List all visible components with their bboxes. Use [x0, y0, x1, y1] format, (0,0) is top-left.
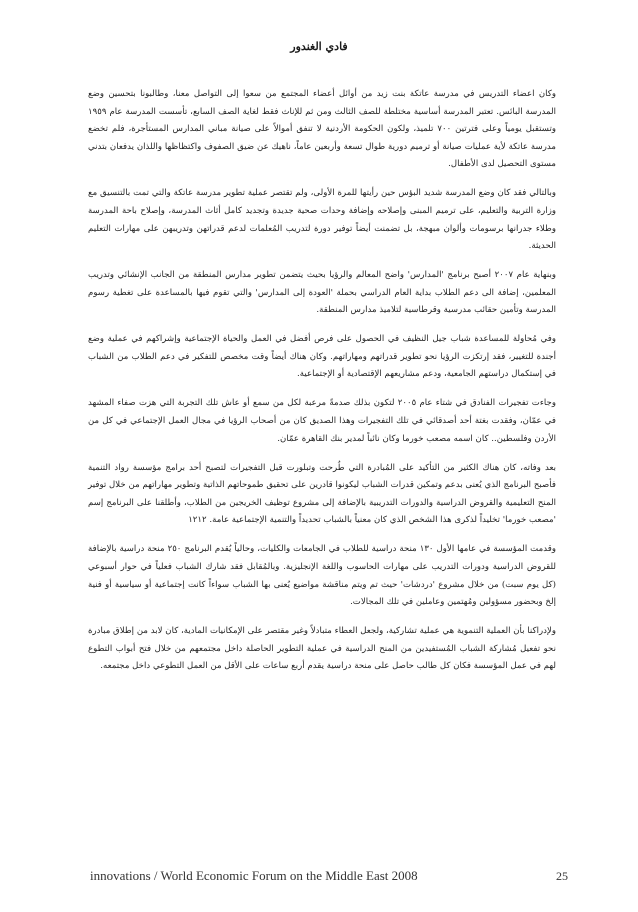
page-title: فادي الغندور	[290, 40, 348, 53]
paragraph-6: بعد وفاته، كان هناك الكثير من التأكيد على المُبادرة التي طُرحت وتبلورت قبل التفجيرات لتصبح أحد برامج مؤسسة رواد التنمية فأصبح البرنامج الذي يُعنى بدعم وتمكين قدرات الشباب ليكونوا قادرين على تحقيق طموحاتهم الذاتية وتطوير مهاراتهم من خلال توفير المنح التعليمية والقروض الدراسية والدورات التدريبية بالإضافة إلى مشروع توظيف الخريجين من الطلاب، وأطلقنا على البرنامج إسم 'مصعب خورما' تخليداً لذكرى هذا الشخص الذي كان معنياً بالشباب تحديداً والتنمية الإجتماعية عامة. ١٢١٢	[88, 462, 556, 526]
paragraph-7: وقدمت المؤسسة في عامها الأول ١٣٠ منحة دراسية للطلاب في الجامعات والكليات، وحالياً يُقدم البرنامج ٢٥٠ منحة دراسية بالإضافة للقروض الدراسية ودورات التدريب على مهارات الحاسوب واللغة الإنجليزية. وبالمُقابل فقد شارك الشباب فعلياً في حوار أسبوعي (كل يوم سبت) من خلال مشروع 'دردشات' حيث تم ويتم مناقشة مواضيع يُعنى بها الشباب سواءاً كانت إجتماعية أو سياسية أو فنية إلخ وبحضور مسؤولين ومُهتمين وعاملين في تلك المجالات.	[88, 544, 556, 608]
paragraph-5: وجاءت تفجيرات الفنادق في شتاء عام ٢٠٠٥ لتكون بذلك صدمةً مرعبة لكل من سمع أو عاش تلك التجربة التي هزت صفاء المشهد في عمّان، وفقدت بغتة أحد أصدقائي في تلك التفجيرات وهذا الصديق كان من أصحاب الرؤيا في مجال العمل الإجتماعي في كل من الأردن وفلسطين.. كان اسمه مصعب خورما وكان نائباً لمدير بنك القاهرة عمّان.	[88, 398, 556, 444]
article-body	[88, 86, 556, 687]
page-number: 25	[556, 869, 568, 883]
paragraph-1: وكان اعضاء التدريس في مدرسة عاتكة بنت زيد من أوائل أعضاء المجتمع من سعوا إلى التواصل معنا، وطالبونا بتحسين وضع المدرسة البائس. تعتبر المدرسة أساسية مختلطة للصف الثالث ومن ثم للإناث فقط لغاية الصف السابع، تأسست المدرسة عام ١٩٥٩ وتستقبل يومياً وعلى فترتين ٧٠٠ تلميذ، ولكون الحكومة الأردنية لا تنفق أموالاً على صيانة مباني المدارس المستأجرة، فلم تخضع مدرسة عاتكة لأية عمليات صيانة أو ترميم دورية طوال تسعة وأربعين عاماً، ناهيك عن ضيق الصفوف واكتظاظها واللذان يدفعان بتدني مستوى التحصيل لدى الأطفال.	[88, 89, 556, 170]
paragraph-3: وبنهاية عام ٢٠٠٧ أصبح برنامج 'المدارس' واضح المعالم والرؤيا بحيث يتضمن تطوير مدارس المنطقة من الجانب الإنشائي وتدريب المعلمين، إضافة الى دعم الطلاب بداية العام الدراسي بحملة 'العودة إلى المدارس' والتي تقوم فيها بالمساعدة على تغطية رسوم المدرسة وتأمين حقائب مدرسية وقرطاسية لتلاميذ مدارس المنطقة.	[88, 270, 556, 316]
footer-source: innovations / World Economic Forum on the Middle East 2008	[90, 868, 418, 883]
paragraph-4: وفي مُحاولة للمساعدة شباب جيل النظيف في الحصول على فرص أفضل في العمل والحياة الإجتماعية وإشراكهم في عملية وضع أجندة للتغيير، فقد إرتكزت الرؤيا نحو تطوير قدراتهم ومهاراتهم. وكان هناك أيضاً وقت مخصص للتفكير في دعم الطلاب من الشباب في إستكمال دراستهم الجامعية، ودعم مشاريعهم الإقتصادية أو الإجتماعية.	[88, 334, 556, 380]
paragraph-8: ولإدراكنا بأن العملية التنموية هي عملية تشاركية، ولجعل العطاء متبادلاً وغير مقتصر على الإمكانيات المادية، كان لابد من إطلاق مبادرة نحو تفعيل مُشاركة الشباب المُستفيدين من المنح الدراسية في عملية التطوير الحاصلة داخل مجتمعهم من خلال فتح أبواب التطوع لهم في عمل المؤسسة فكان كل طالب حاصل على منحة دراسية يقدم أربع ساعات على الأقل من العمل التطوعي داخل مجتمعه.	[88, 626, 556, 672]
paragraph-2: وبالتالي فقد كان وضع المدرسة شديد البؤس حين رأيتها للمرة الأولى، ولم تقتصر عملية تطوير مدرسة عاتكة والتي تمت بالتنسيق مع وزارة التربية والتعليم، على ترميم المبنى وإصلاحه وإضافة وحدات صحية جديدة وتجديد كامل أثاث المدرسة، وإصلاح باحة المدرسة وطلاء جدرانها برسومات وألوان مبهجة، بل تضمنت أيضاً توفير دورة لتدريب المُعلمات لدعم قدراتهن وتدريبهن على مهارات التعليم الحديثة.	[88, 188, 557, 252]
